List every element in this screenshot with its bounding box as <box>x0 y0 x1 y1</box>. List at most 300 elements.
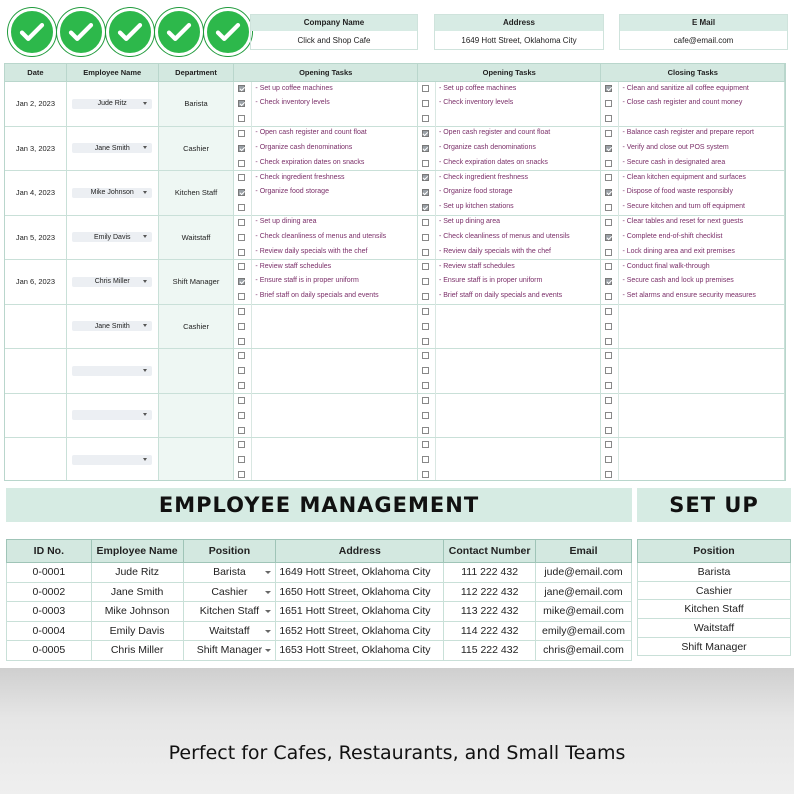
chevron-down-icon <box>143 458 147 461</box>
task-text[interactable]: - Check expiration dates on snacks <box>435 156 601 171</box>
task-department <box>159 349 235 393</box>
email-value[interactable]: cafe@email.com <box>673 36 734 45</box>
task-text[interactable]: - Brief staff on daily specials and events <box>251 289 417 304</box>
opening-tasks-cell <box>234 305 418 349</box>
task-text[interactable] <box>618 393 784 408</box>
task-checkbox[interactable] <box>605 338 612 345</box>
task-text[interactable]: - Review daily specials with the chef <box>251 245 417 260</box>
task-checkbox[interactable] <box>605 85 612 92</box>
chevron-down-icon <box>143 369 147 372</box>
task-item <box>234 156 417 171</box>
checkmark-badges <box>8 8 252 56</box>
task-text[interactable] <box>618 467 784 481</box>
opening-tasks-cell <box>418 349 602 393</box>
setup-position[interactable]: Shift Manager <box>638 637 791 656</box>
position-select-value: Cashier <box>211 585 248 598</box>
task-department: Barista <box>159 82 235 126</box>
setup-position[interactable]: Barista <box>638 563 791 582</box>
setup-position[interactable]: Cashier <box>638 581 791 600</box>
task-text[interactable]: - Set up dining area <box>435 215 601 230</box>
task-checkbox[interactable] <box>605 441 612 448</box>
task-text[interactable] <box>435 452 601 467</box>
chevron-down-icon <box>143 102 147 105</box>
task-date[interactable] <box>5 438 67 481</box>
list-item <box>638 581 791 600</box>
employee-id[interactable]: 0-0002 <box>7 582 92 602</box>
task-text[interactable] <box>251 393 417 408</box>
task-checkbox[interactable] <box>422 456 429 463</box>
task-checkbox[interactable] <box>238 441 245 448</box>
task-checkbox[interactable] <box>605 130 612 137</box>
employee-name[interactable]: Jude Ritz <box>91 563 183 583</box>
check-icon <box>204 8 252 56</box>
task-text[interactable]: - Clean kitchen equipment and surfaces <box>618 171 784 186</box>
table-row <box>7 563 632 583</box>
task-text[interactable]: - Open cash register and count float <box>251 126 417 141</box>
task-item <box>418 111 601 126</box>
task-text[interactable]: - Balance cash register and prepare report <box>618 126 784 141</box>
closing-tasks-cell <box>601 260 785 304</box>
task-item <box>234 378 417 393</box>
task-text[interactable]: - Review daily specials with the chef <box>435 245 601 260</box>
opening-tasks-cell <box>418 171 602 215</box>
task-item <box>601 245 784 260</box>
task-checkbox[interactable] <box>422 367 429 374</box>
task-department <box>159 438 235 481</box>
task-text[interactable]: - Set up coffee machines <box>435 82 601 97</box>
task-checkbox[interactable] <box>238 427 245 434</box>
task-checkbox[interactable] <box>605 160 612 167</box>
task-text[interactable]: - Check inventory levels <box>435 96 601 111</box>
employee-select[interactable] <box>72 366 152 376</box>
task-checkbox[interactable] <box>422 234 429 241</box>
employee-address[interactable]: 1649 Hott Street, Oklahoma City <box>276 563 444 583</box>
task-text[interactable] <box>251 452 417 467</box>
employee-contact[interactable]: 115 222 432 <box>444 641 536 661</box>
task-item <box>234 111 417 126</box>
task-text[interactable]: - Clean and sanitize all coffee equipment <box>618 82 784 97</box>
task-checkbox[interactable] <box>422 204 429 211</box>
task-text[interactable] <box>618 111 784 126</box>
employee-select[interactable] <box>72 455 152 465</box>
task-checkbox[interactable] <box>605 352 612 359</box>
task-text[interactable]: - Organize cash denominations <box>435 141 601 156</box>
employee-position[interactable] <box>183 641 276 661</box>
task-text[interactable] <box>251 467 417 481</box>
task-checkbox[interactable] <box>422 130 429 137</box>
company-name-label: Company Name <box>251 15 417 31</box>
task-checkbox[interactable] <box>422 427 429 434</box>
task-checkbox[interactable] <box>605 397 612 404</box>
task-date[interactable]: Jan 2, 2023 <box>5 82 67 126</box>
employee-id[interactable]: 0-0001 <box>7 563 92 583</box>
task-text[interactable] <box>618 319 784 334</box>
task-text[interactable]: - Open cash register and count float <box>435 126 601 141</box>
employee-select[interactable] <box>72 188 152 198</box>
task-item <box>234 334 417 349</box>
task-text[interactable] <box>618 423 784 438</box>
employee-select-value: Emily Davis <box>93 233 131 241</box>
task-checkbox[interactable] <box>238 234 245 241</box>
task-text[interactable] <box>435 334 601 349</box>
task-checkbox[interactable] <box>422 352 429 359</box>
task-text[interactable] <box>618 349 784 364</box>
task-text[interactable]: - Review staff schedules <box>435 260 601 275</box>
employee-contact[interactable]: 113 222 432 <box>444 602 536 622</box>
employee-name[interactable]: Jane Smith <box>91 582 183 602</box>
col-address: Address <box>276 540 444 563</box>
employee-id[interactable]: 0-0005 <box>7 641 92 661</box>
task-text[interactable] <box>435 319 601 334</box>
task-text[interactable]: - Check inventory levels <box>251 96 417 111</box>
employee-id[interactable]: 0-0003 <box>7 602 92 622</box>
task-checkbox[interactable] <box>238 456 245 463</box>
task-checkbox[interactable] <box>605 145 612 152</box>
task-checkbox[interactable] <box>422 293 429 300</box>
task-text[interactable]: - Lock dining area and exit premises <box>618 245 784 260</box>
employee-select[interactable] <box>72 277 152 287</box>
task-text[interactable]: - Verify and close out POS system <box>618 141 784 156</box>
task-text[interactable]: - Conduct final walk-through <box>618 260 784 275</box>
task-text[interactable]: - Set up kitchen stations <box>435 200 601 215</box>
task-text[interactable]: - Check ingredient freshness <box>251 171 417 186</box>
task-date[interactable] <box>5 349 67 393</box>
task-checkbox[interactable] <box>605 204 612 211</box>
task-text[interactable] <box>435 304 601 319</box>
task-item <box>418 171 601 186</box>
task-checkbox[interactable] <box>238 471 245 478</box>
task-text[interactable]: - Clear tables and reset for next guests <box>618 215 784 230</box>
task-item <box>418 230 601 245</box>
task-item <box>418 423 601 438</box>
task-item <box>601 438 784 453</box>
task-item <box>234 200 417 215</box>
task-row <box>5 305 785 350</box>
task-item <box>234 304 417 319</box>
task-checkbox[interactable] <box>238 204 245 211</box>
task-checkbox[interactable] <box>238 338 245 345</box>
opening-tasks-cell <box>234 394 418 438</box>
task-checkbox[interactable] <box>238 219 245 226</box>
task-checkbox[interactable] <box>605 278 612 285</box>
task-checkbox[interactable] <box>238 115 245 122</box>
opening-tasks-cell <box>418 438 602 481</box>
task-text[interactable]: - Set up coffee machines <box>251 82 417 97</box>
task-item <box>601 378 784 393</box>
task-text[interactable]: - Organize food storage <box>251 185 417 200</box>
task-date[interactable] <box>5 305 67 349</box>
tagline: Perfect for Cafes, Restaurants, and Small Teams <box>168 742 626 764</box>
task-text[interactable]: - Set up dining area <box>251 215 417 230</box>
task-text[interactable] <box>251 408 417 423</box>
task-checkbox[interactable] <box>422 249 429 256</box>
task-checkbox[interactable] <box>422 323 429 330</box>
employee-address[interactable]: 1653 Hott Street, Oklahoma City <box>276 641 444 661</box>
task-text[interactable] <box>618 438 784 453</box>
chevron-down-icon <box>143 146 147 149</box>
closing-tasks-cell <box>601 127 785 171</box>
task-department <box>159 394 235 438</box>
task-text[interactable] <box>251 304 417 319</box>
task-text[interactable] <box>251 438 417 453</box>
task-text[interactable]: - Dispose of food waste responsibly <box>618 185 784 200</box>
task-checkbox[interactable] <box>422 397 429 404</box>
task-item <box>234 452 417 467</box>
task-text[interactable] <box>251 111 417 126</box>
task-text[interactable]: - Brief staff on daily specials and events <box>435 289 601 304</box>
employee-select[interactable] <box>72 143 152 153</box>
task-department: Kitchen Staff <box>159 171 235 215</box>
opening-tasks-cell <box>418 305 602 349</box>
task-checkbox[interactable] <box>238 397 245 404</box>
employee-email[interactable]: emily@email.com <box>536 621 632 641</box>
task-checkbox[interactable] <box>605 263 612 270</box>
task-date[interactable]: Jan 4, 2023 <box>5 171 67 215</box>
task-checkbox[interactable] <box>422 100 429 107</box>
task-item <box>418 200 601 215</box>
task-item <box>234 274 417 289</box>
task-checkbox[interactable] <box>605 115 612 122</box>
task-item <box>418 319 601 334</box>
employee-contact[interactable]: 112 222 432 <box>444 582 536 602</box>
task-checkbox[interactable] <box>605 189 612 196</box>
task-text[interactable] <box>618 304 784 319</box>
task-text[interactable] <box>618 408 784 423</box>
task-checkbox[interactable] <box>422 263 429 270</box>
task-item <box>418 274 601 289</box>
task-checkbox[interactable] <box>422 308 429 315</box>
task-text[interactable] <box>251 319 417 334</box>
closing-tasks-cell <box>601 438 785 481</box>
employee-position[interactable] <box>183 602 276 622</box>
task-checkbox[interactable] <box>238 293 245 300</box>
employee-contact[interactable]: 114 222 432 <box>444 621 536 641</box>
employee-select[interactable] <box>72 321 152 331</box>
employee-select[interactable] <box>72 232 152 242</box>
task-text[interactable]: - Check expiration dates on snacks <box>251 156 417 171</box>
task-checkbox[interactable] <box>238 412 245 419</box>
task-checkbox[interactable] <box>238 145 245 152</box>
employee-select-cell <box>67 127 159 171</box>
opening-tasks-cell <box>418 82 602 126</box>
employee-address[interactable]: 1650 Hott Street, Oklahoma City <box>276 582 444 602</box>
task-text[interactable] <box>435 378 601 393</box>
task-item <box>601 156 784 171</box>
task-checkbox[interactable] <box>238 352 245 359</box>
task-checkbox[interactable] <box>605 323 612 330</box>
employee-position[interactable] <box>183 582 276 602</box>
task-item <box>601 408 784 423</box>
task-checkbox[interactable] <box>422 412 429 419</box>
task-text[interactable]: - Secure cash and lock up premises <box>618 274 784 289</box>
task-checkbox[interactable] <box>238 174 245 181</box>
task-date[interactable]: Jan 5, 2023 <box>5 216 67 260</box>
task-checkbox[interactable] <box>422 115 429 122</box>
task-checkbox[interactable] <box>238 323 245 330</box>
task-item <box>418 349 601 364</box>
task-text[interactable]: - Secure kitchen and turn off equipment <box>618 200 784 215</box>
task-text[interactable] <box>618 378 784 393</box>
task-text[interactable]: - Check cleanliness of menus and utensils <box>251 230 417 245</box>
task-text[interactable]: - Check cleanliness of menus and utensils <box>435 230 601 245</box>
task-text[interactable] <box>251 363 417 378</box>
employee-email[interactable]: chris@email.com <box>536 641 632 661</box>
task-checkbox[interactable] <box>605 367 612 374</box>
task-department: Cashier <box>159 127 235 171</box>
position-select-value: Kitchen Staff <box>199 605 260 618</box>
task-text[interactable] <box>435 438 601 453</box>
task-text[interactable] <box>618 452 784 467</box>
task-checkbox[interactable] <box>422 382 429 389</box>
task-text[interactable] <box>251 378 417 393</box>
employee-email[interactable]: jude@email.com <box>536 563 632 583</box>
task-text[interactable] <box>435 111 601 126</box>
task-checkbox[interactable] <box>238 249 245 256</box>
employee-id[interactable]: 0-0004 <box>7 621 92 641</box>
task-text[interactable]: - Ensure staff is in proper uniform <box>251 274 417 289</box>
task-checkbox[interactable] <box>238 308 245 315</box>
check-icon <box>8 8 56 56</box>
chevron-down-icon <box>143 280 147 283</box>
task-text[interactable] <box>435 408 601 423</box>
setup-position[interactable]: Waitstaff <box>638 619 791 638</box>
task-checkbox[interactable] <box>605 100 612 107</box>
task-item <box>601 304 784 319</box>
employee-address[interactable]: 1652 Hott Street, Oklahoma City <box>276 621 444 641</box>
company-name-value[interactable]: Click and Shop Cafe <box>297 36 371 45</box>
task-checkbox[interactable] <box>605 471 612 478</box>
task-checkbox[interactable] <box>238 263 245 270</box>
employee-email[interactable]: mike@email.com <box>536 602 632 622</box>
task-checkbox[interactable] <box>238 85 245 92</box>
task-item <box>601 467 784 481</box>
task-item <box>418 363 601 378</box>
setup-position-header: Position <box>638 540 791 563</box>
task-checkbox[interactable] <box>605 427 612 434</box>
task-checkbox[interactable] <box>422 471 429 478</box>
task-checkbox[interactable] <box>422 160 429 167</box>
closing-tasks-cell <box>601 171 785 215</box>
col-email: Email <box>536 540 632 563</box>
task-checkbox[interactable] <box>605 234 612 241</box>
task-text[interactable]: - Check ingredient freshness <box>435 171 601 186</box>
employee-select-value: Chris Miller <box>94 278 130 286</box>
task-text[interactable]: - Close cash register and count money <box>618 96 784 111</box>
task-checkbox[interactable] <box>238 189 245 196</box>
task-text[interactable]: - Organize cash denominations <box>251 141 417 156</box>
task-checkbox[interactable] <box>605 174 612 181</box>
task-text[interactable]: - Ensure staff is in proper uniform <box>435 274 601 289</box>
employee-select[interactable] <box>72 410 152 420</box>
task-grid-header <box>5 64 785 82</box>
task-item <box>418 245 601 260</box>
task-item <box>418 141 601 156</box>
position-select-value: Barista <box>213 566 246 579</box>
task-date[interactable]: Jan 3, 2023 <box>5 127 67 171</box>
task-checkbox[interactable] <box>422 85 429 92</box>
task-grid-body <box>5 82 785 481</box>
task-text[interactable]: - Complete end-of-shift checklist <box>618 230 784 245</box>
task-department: Waitstaff <box>159 216 235 260</box>
task-text[interactable] <box>251 349 417 364</box>
employee-address[interactable]: 1651 Hott Street, Oklahoma City <box>276 602 444 622</box>
task-text[interactable] <box>251 200 417 215</box>
employee-name[interactable]: Mike Johnson <box>91 602 183 622</box>
task-item <box>418 467 601 481</box>
opening-tasks-cell <box>418 260 602 304</box>
task-checkbox[interactable] <box>422 441 429 448</box>
task-text[interactable]: - Secure cash in designated area <box>618 156 784 171</box>
task-item <box>601 141 784 156</box>
task-checkbox[interactable] <box>238 382 245 389</box>
employee-select-cell <box>67 260 159 304</box>
position-select-value: Shift Manager <box>196 644 263 657</box>
task-text[interactable] <box>435 467 601 481</box>
task-checkbox[interactable] <box>605 293 612 300</box>
check-icon <box>106 8 154 56</box>
employee-name[interactable]: Emily Davis <box>91 621 183 641</box>
task-checkbox[interactable] <box>605 456 612 463</box>
task-checkbox[interactable] <box>238 278 245 285</box>
task-checkbox[interactable] <box>605 219 612 226</box>
task-checkbox[interactable] <box>238 130 245 137</box>
task-checkbox[interactable] <box>422 189 429 196</box>
task-checkbox[interactable] <box>605 308 612 315</box>
task-text[interactable] <box>435 423 601 438</box>
task-text[interactable] <box>618 363 784 378</box>
task-checkbox[interactable] <box>422 338 429 345</box>
task-text[interactable]: - Set alarms and ensure security measures <box>618 289 784 304</box>
task-date[interactable]: Jan 6, 2023 <box>5 260 67 304</box>
task-checkbox[interactable] <box>605 412 612 419</box>
task-checkbox[interactable] <box>605 249 612 256</box>
setup-position[interactable]: Kitchen Staff <box>638 600 791 619</box>
employee-email[interactable]: jane@email.com <box>536 582 632 602</box>
task-item <box>234 408 417 423</box>
employee-position[interactable] <box>183 563 276 583</box>
task-text[interactable] <box>435 349 601 364</box>
task-item <box>418 260 601 275</box>
task-text[interactable] <box>251 423 417 438</box>
task-text[interactable] <box>618 334 784 349</box>
task-checkbox[interactable] <box>238 100 245 107</box>
closing-tasks-cell <box>601 216 785 260</box>
task-text[interactable]: - Review staff schedules <box>251 260 417 275</box>
task-text[interactable]: - Organize food storage <box>435 185 601 200</box>
task-checkbox[interactable] <box>422 278 429 285</box>
footer-panel <box>0 668 794 794</box>
employee-select[interactable] <box>72 99 152 109</box>
task-text[interactable] <box>251 334 417 349</box>
task-text[interactable] <box>435 393 601 408</box>
address-value[interactable]: 1649 Hott Street, Oklahoma City <box>461 36 577 45</box>
employee-name[interactable]: Chris Miller <box>91 641 183 661</box>
task-date[interactable] <box>5 394 67 438</box>
table-row <box>7 641 632 661</box>
employee-position[interactable] <box>183 621 276 641</box>
task-checkbox[interactable] <box>422 145 429 152</box>
task-checkbox[interactable] <box>422 174 429 181</box>
col-date: Date <box>5 64 67 81</box>
task-checkbox[interactable] <box>238 367 245 374</box>
employee-contact[interactable]: 111 222 432 <box>444 563 536 583</box>
task-checkbox[interactable] <box>422 219 429 226</box>
task-text[interactable] <box>435 363 601 378</box>
task-checkbox[interactable] <box>605 382 612 389</box>
opening-tasks-cell <box>418 394 602 438</box>
task-checkbox[interactable] <box>238 160 245 167</box>
task-item <box>601 274 784 289</box>
